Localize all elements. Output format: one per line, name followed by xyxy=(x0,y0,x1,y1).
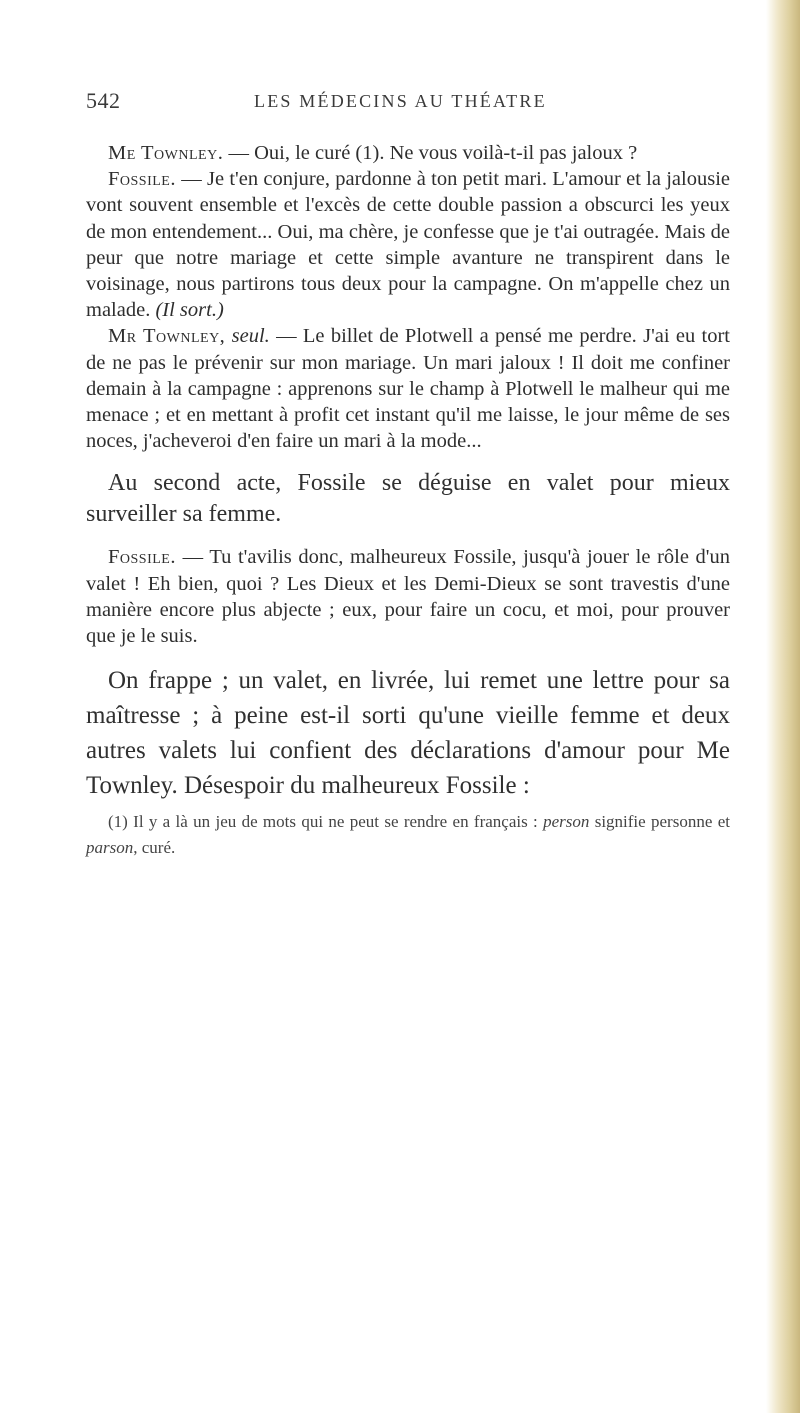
dialogue-fossile-2 xyxy=(86,544,730,649)
footnote-text: , curé. xyxy=(133,838,176,858)
page-number: 542 xyxy=(86,88,121,113)
dialogue-text: — Tu t'avilis donc, malheureux Fossile, jusqu'à jouer le rôle d'un valet ! Eh bien, quoi ? Les Dieux et les Demi-Dieux se sont travestis d'une manière encore plus abjecte ; eux, pour faire un cocu, et moi, pour prouver que je le suis. xyxy=(86,546,730,648)
speaker-name: Me Townley. xyxy=(108,142,224,164)
footnote-text: Il y a là un jeu de mots qui ne peut se rendre en français : xyxy=(127,812,544,832)
page-edge-shadow xyxy=(766,0,800,1413)
running-head: LES MÉDECINS AU THÉATRE xyxy=(254,91,547,111)
speaker-name: Fossile. xyxy=(108,168,176,191)
dialogue-text: — Je t'en conjure, pardonne à ton petit mari. L'amour et la jalousie vont souvent ensemble et l'excès de cette double passion a obscurci les yeux de mon entendement... Oui, ma chère, je confesse que je t'ai outragée. Mais de peur que notre mariage et cette simple avanture ne transpirent dans le voisinage, nous partirons tous deux pour la campagne. On m'appelle chez un malade. xyxy=(86,168,730,322)
speaker-name: Mr Townley, xyxy=(108,325,226,348)
dialogue-fossile-1 xyxy=(86,166,730,323)
footnote-word-person: person xyxy=(543,812,590,832)
dialogue-text: — Oui, le curé (1). Ne vous voilà-t-il pas jaloux ? xyxy=(223,142,638,164)
footnote xyxy=(86,809,730,861)
stage-direction: (Il sort.) xyxy=(150,299,224,322)
dialogue-townley-2 xyxy=(86,323,730,454)
speaker-name: Fossile. xyxy=(108,546,176,569)
body-text xyxy=(86,140,730,861)
dialogue-townley-1 xyxy=(86,140,730,166)
page-header xyxy=(86,88,726,118)
footnote-text: signifie personne et xyxy=(589,812,730,832)
narration-letter: On frappe ; un valet, en livrée, lui remet une lettre pour sa maîtresse ; à peine est-il sorti qu'une vieille femme et deux autres valets lui confient des déclarations d'amour pour Me Townley. Désespoir du malheureux Fossile : xyxy=(86,667,730,800)
dialogue-text: — Le billet de Plotwell a pensé me perdre. J'ai eu tort de ne pas le prévenir sur mon mariage. Un mari jaloux ! Il doit me confiner demain à la campagne : apprenons sur le champ à Plotwell le malheur qui me menace ; et en mettant à profit cet instant qu'il me laisse, le jour même de ses noces, j'acheveroi d'en faire un mari à la mode... xyxy=(86,325,731,453)
narration-act-two: Au second acte, Fossile se déguise en valet pour mieux surveiller sa femme. xyxy=(86,470,730,528)
footnote-word-parson: parson xyxy=(86,838,134,858)
stage-direction: seul. xyxy=(225,325,270,348)
footnote-mark: (1) xyxy=(108,812,128,832)
